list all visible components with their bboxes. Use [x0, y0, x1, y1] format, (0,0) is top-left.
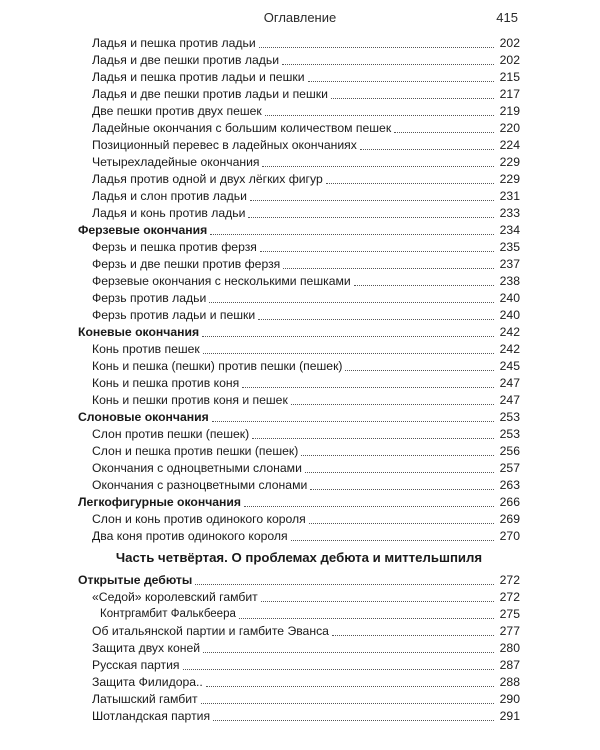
toc-entry-title: Две пешки против двух пешек	[92, 104, 262, 118]
dot-leader	[242, 386, 494, 388]
toc-entry-title: Конь и пешка (пешки) против пешки (пешек)	[92, 359, 343, 373]
toc-entry-title: Ладейные окончания с большим количеством пешек	[92, 121, 392, 135]
toc-entry-page: 215	[499, 70, 520, 84]
toc-entry-title: Ферзь против ладьи	[92, 291, 207, 305]
toc-entry-page: 245	[499, 359, 520, 373]
dot-leader	[252, 437, 494, 439]
toc-entry[interactable]	[78, 120, 520, 137]
dot-leader	[258, 318, 494, 320]
dot-leader	[239, 617, 494, 619]
toc-entry[interactable]	[78, 256, 520, 273]
toc-entry[interactable]	[78, 674, 520, 691]
toc-entry-title: Ладья и пешка против ладьи и пешки	[92, 70, 305, 84]
toc-entry[interactable]	[78, 657, 520, 674]
dot-leader	[210, 233, 494, 235]
toc-entry[interactable]	[78, 691, 520, 708]
toc-entry[interactable]	[78, 103, 520, 120]
toc-entry-page: 237	[499, 257, 520, 271]
dot-leader	[261, 600, 494, 602]
dot-leader	[310, 488, 494, 490]
toc-entry[interactable]	[78, 708, 520, 725]
dot-leader	[259, 46, 494, 48]
dot-leader	[250, 199, 494, 201]
toc-entry-page: 202	[499, 53, 520, 67]
page-number: 415	[496, 10, 518, 25]
dot-leader	[262, 165, 494, 167]
running-header-title: Оглавление	[263, 10, 337, 25]
dot-leader	[212, 420, 494, 422]
toc-entry-page: 235	[499, 240, 520, 254]
toc-entry-title: Конь против пешек	[92, 342, 200, 356]
toc-entry[interactable]	[78, 86, 520, 103]
toc-entry-title: Об итальянской партии и гамбите Эванса	[92, 624, 329, 638]
toc-entry-title: Контргамбит Фалькбеера	[100, 608, 236, 620]
toc-entry[interactable]	[78, 426, 520, 443]
toc-entry-title: Ладья и слон против ладьи	[92, 189, 247, 203]
toc-section-entry[interactable]	[78, 409, 520, 426]
toc-entry-title: Коневые окончания	[78, 325, 200, 339]
toc-entry-page: 238	[499, 274, 520, 288]
toc-entry-title: Шотландская партия	[92, 709, 211, 723]
toc-entry-title: Конь и пешка против коня	[92, 376, 240, 390]
dot-leader	[209, 301, 494, 303]
toc-entry-page: 247	[499, 376, 520, 390]
toc-entry[interactable]	[78, 375, 520, 392]
dot-leader	[244, 505, 494, 507]
toc-entry-page: 266	[499, 495, 520, 509]
toc-entry-page: 253	[499, 427, 520, 441]
toc-entry-title: Слон и конь против одинокого короля	[92, 512, 306, 526]
toc-entry-page: 269	[499, 512, 520, 526]
toc-entry[interactable]	[78, 69, 520, 86]
toc-entry-title: Два коня против одинокого короля	[92, 529, 288, 543]
toc-entry-title: Легкофигурные окончания	[78, 495, 242, 509]
dot-leader	[332, 634, 494, 636]
dot-leader	[354, 284, 494, 286]
toc-entry-page: 272	[499, 573, 520, 587]
toc-entry-page: 287	[499, 658, 520, 672]
dot-leader	[195, 583, 494, 585]
toc-entry-title: Окончания с разноцветными слонами	[92, 478, 308, 492]
toc-entry[interactable]	[78, 511, 520, 528]
dot-leader	[202, 335, 494, 337]
toc-entry-page: 253	[499, 410, 520, 424]
toc-entry-page: 280	[499, 641, 520, 655]
dot-leader	[201, 702, 494, 704]
toc-entry-title: Открытые дебюты	[78, 573, 193, 587]
toc-entry-page: 263	[499, 478, 520, 492]
dot-leader	[291, 403, 494, 405]
toc-entry-title: Ладья и конь против ладьи	[92, 206, 246, 220]
dot-leader	[308, 80, 494, 82]
toc-entry-title: Ладья и две пешки против ладьи	[92, 53, 280, 67]
dot-leader	[394, 131, 494, 133]
toc-entry[interactable]	[78, 205, 520, 222]
toc-entry-page: 288	[499, 675, 520, 689]
toc-entry-page: 290	[499, 692, 520, 706]
toc-entry[interactable]	[78, 307, 520, 324]
toc-entry-page: 257	[499, 461, 520, 475]
toc-entry-page: 277	[499, 624, 520, 638]
toc-entry-page: 224	[499, 138, 520, 152]
dot-leader	[183, 668, 494, 670]
toc-entry-title: Защита двух коней	[92, 641, 201, 655]
toc-entry-title: Окончания с одноцветными слонами	[92, 461, 302, 475]
toc-section-entry[interactable]	[78, 222, 520, 239]
toc-entry[interactable]	[78, 460, 520, 477]
toc-entry-title: Позиционный перевес в ладейных окончаниях	[92, 138, 357, 152]
dot-leader	[331, 97, 494, 99]
toc-entry-page: 275	[499, 607, 520, 621]
dot-leader	[291, 539, 494, 541]
dot-leader	[265, 114, 494, 116]
toc-entry-title: Защита Филидора..	[92, 675, 203, 689]
dot-leader	[309, 522, 494, 524]
toc-entry[interactable]	[78, 52, 520, 69]
toc-entry-page: 234	[499, 223, 520, 237]
toc-entry-page: 231	[499, 189, 520, 203]
dot-leader	[345, 369, 494, 371]
toc-entry[interactable]	[78, 640, 520, 657]
toc-entry-page: 202	[499, 36, 520, 50]
toc-entry[interactable]	[78, 171, 520, 188]
toc-section-entry[interactable]	[78, 572, 520, 589]
toc-entry-title: Слон против пешки (пешек)	[92, 427, 250, 441]
toc-entry-title: «Седой» королевский гамбит	[92, 590, 258, 604]
toc-entry[interactable]	[78, 154, 520, 171]
toc-entry-page: 240	[499, 308, 520, 322]
dot-leader	[283, 267, 494, 269]
dot-leader	[282, 63, 494, 65]
dot-leader	[360, 148, 494, 150]
toc-entry[interactable]	[78, 35, 520, 52]
toc-entry-page: 240	[499, 291, 520, 305]
toc-entry[interactable]	[78, 589, 520, 606]
toc-entry-title: Латышский гамбит	[92, 692, 198, 706]
toc-entry-page: 242	[499, 342, 520, 356]
toc-entry-page: 291	[499, 709, 520, 723]
toc-entry-title: Ладья и пешка против ладьи	[92, 36, 256, 50]
toc-entry[interactable]	[78, 392, 520, 409]
dot-leader	[206, 685, 494, 687]
toc-entry-page: 256	[499, 444, 520, 458]
toc-entry[interactable]	[78, 623, 520, 640]
toc-entry-page: 270	[499, 529, 520, 543]
toc-section-endgames	[78, 35, 520, 545]
toc-entry[interactable]	[78, 290, 520, 307]
toc-entry[interactable]	[78, 137, 520, 154]
toc-entry-title: Ферзь против ладьи и пешки	[92, 308, 256, 322]
toc-entry[interactable]	[78, 188, 520, 205]
toc-entry-title: Ферзевые окончания	[78, 223, 208, 237]
dot-leader	[301, 454, 494, 456]
toc-entry-page: 242	[499, 325, 520, 339]
toc-entry-title: Слоновые окончания	[78, 410, 209, 424]
dot-leader	[326, 182, 494, 184]
toc-section-entry[interactable]	[78, 494, 520, 511]
toc-entry-page: 217	[499, 87, 520, 101]
dot-leader	[248, 216, 494, 218]
toc-entry-title: Ферзь и пешка против ферзя	[92, 240, 257, 254]
toc-entry[interactable]	[78, 606, 520, 623]
toc-section-openings	[78, 572, 520, 725]
toc-entry-page: 229	[499, 155, 520, 169]
dot-leader	[260, 250, 494, 252]
toc-entry-page: 219	[499, 104, 520, 118]
toc-section-entry[interactable]	[78, 324, 520, 341]
dot-leader	[305, 471, 494, 473]
toc-entry[interactable]	[78, 239, 520, 256]
toc-entry-title: Ферзь и две пешки против ферзя	[92, 257, 281, 271]
toc-entry-title: Ладья против одной и двух лёгких фигур	[92, 172, 323, 186]
toc-entry[interactable]	[78, 273, 520, 290]
toc-entry[interactable]	[78, 358, 520, 375]
toc-entry[interactable]	[78, 528, 520, 545]
dot-leader	[203, 352, 494, 354]
part-heading: Часть четвёртая. О проблемах дебюта и миттельшпиля	[115, 550, 483, 565]
toc-entry-title: Слон и пешка против пешки (пешек)	[92, 444, 299, 458]
dot-leader	[203, 651, 494, 653]
toc-entry-title: Четырехладейные окончания	[92, 155, 260, 169]
toc-entry[interactable]	[78, 341, 520, 358]
toc-entry-title: Русская партия	[92, 658, 180, 672]
toc-entry-page: 233	[499, 206, 520, 220]
toc-entry[interactable]	[78, 443, 520, 460]
toc-entry-page: 220	[499, 121, 520, 135]
toc-entry-title: Ферзевые окончания с несколькими пешками	[92, 274, 351, 288]
toc-entry-page: 247	[499, 393, 520, 407]
toc-entry-title: Ладья и две пешки против ладьи и пешки	[92, 87, 328, 101]
toc-entry[interactable]	[78, 477, 520, 494]
toc-entry-page: 229	[499, 172, 520, 186]
toc-entry-title: Конь и пешки против коня и пешек	[92, 393, 288, 407]
toc-entry-page: 272	[499, 590, 520, 604]
running-header	[0, 8, 600, 28]
dot-leader	[213, 719, 494, 721]
